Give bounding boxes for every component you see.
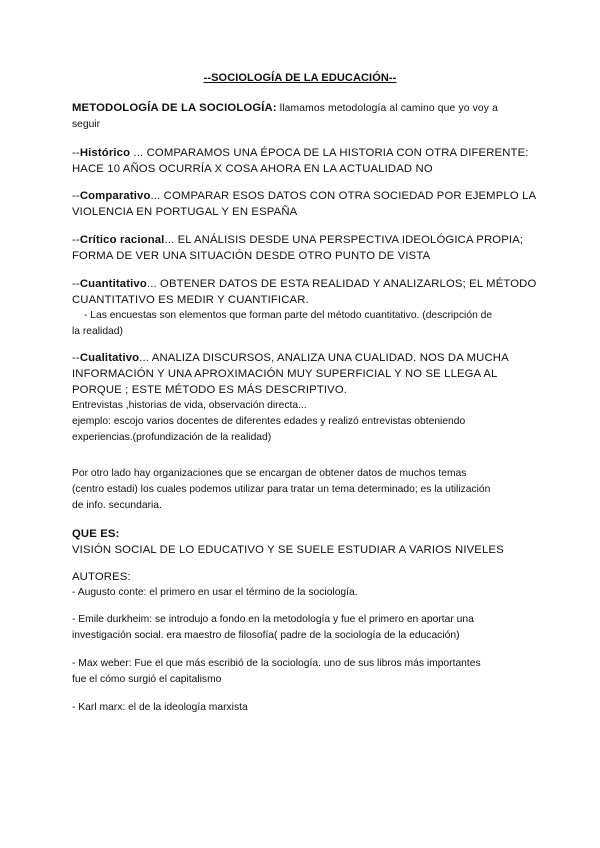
historico-prefix: -- (72, 147, 80, 159)
cuantitativo-label: Cuantitativo (79, 278, 147, 290)
organizaciones-line-2: (centro estadi) los cuales podemos utilizar para tratar un tema determinado; es la utilización (72, 484, 491, 495)
comparativo-label: Comparativo (79, 190, 151, 202)
critico-section (72, 232, 532, 264)
autor-comte: - Augusto conte: el primero en usar el término de la sociología. (72, 587, 358, 598)
durkheim-line-1: - Emile durkheim: se introdujo a fondo en la metodología y fue el primero en aportar una (72, 614, 474, 625)
historico-line-1: ... COMPARAMOS UNA ÉPOCA DE LA HISTORIA CON OTRA DIFERENTE: (130, 147, 529, 159)
cualitativo-section (72, 350, 532, 446)
cuantitativo-prefix: -- (72, 278, 80, 290)
comparativo-line-1: ... COMPARAR ESOS DATOS CON OTRA SOCIEDAD POR EJEMPLO LA (150, 190, 537, 202)
comparativo-prefix: -- (72, 190, 80, 202)
critico-label: Crítico racional (79, 234, 165, 246)
cualitativo-line-1: ... ANALIZA DISCURSOS, ANALIZA UNA CUALIDAD. NOS DA MUCHA (139, 352, 509, 364)
page-title: --SOCIOLOGÍA DE LA EDUCACIÓN-- (203, 72, 397, 84)
metodologia-text-cont: seguir (72, 119, 101, 130)
cuantitativo-line-2: CUANTITATIVO ES MEDIR Y CUANTIFICAR. (72, 294, 309, 306)
cualitativo-label: Cualitativo (79, 352, 140, 364)
marx-line: - Karl marx: el de la ideología marxista (72, 702, 248, 713)
cuantitativo-note-1: - Las encuestas son elementos que forman parte del método cuantitativo. (descripción de (84, 310, 493, 321)
que-es-text: VISIÓN SOCIAL DE LO EDUCATIVO Y SE SUELE ESTUDIAR A VARIOS NIVELES (72, 544, 504, 556)
critico-line-2: FORMA DE VER UNA SITUACIÓN DESDE OTRO PUNTO DE VISTA (72, 250, 431, 262)
organizaciones-paragraph (72, 466, 532, 514)
cuantitativo-line-1: ... OBTENER DATOS DE ESTA REALIDAD Y ANALIZARLOS; EL MÉTODO (146, 278, 537, 290)
organizaciones-line-1: Por otro lado hay organizaciones que se encargan de obtener datos de muchos temas (72, 468, 467, 479)
historico-label: Histórico (79, 147, 131, 159)
durkheim-line-2: investigación social. era maestro de filosofía( padre de la sociología de la educación) (72, 630, 460, 641)
organizaciones-line-3: de info. secundaria. (72, 500, 162, 511)
cualitativo-line-3: PORQUE ; ESTE MÉTODO ES MÁS DESCRIPTIVO. (72, 384, 348, 396)
comparativo-section (72, 188, 537, 220)
autor-marx (72, 700, 532, 716)
critico-prefix: -- (72, 234, 80, 246)
cualitativo-prefix: -- (72, 352, 80, 364)
cuantitativo-note-2: la realidad) (72, 326, 123, 337)
metodologia-label: METODOLOGÍA DE LA SOCIOLOGÍA: (72, 102, 277, 114)
comparativo-line-2: VIOLENCIA EN PORTUGAL Y EN ESPAÑA (72, 206, 298, 218)
autor-durkheim (72, 612, 532, 644)
cualitativo-note-1: Entrevistas ,historias de vida, observación directa... (72, 400, 307, 411)
cualitativo-note-3: experiencias.(profundización de la realidad) (72, 432, 272, 443)
cuantitativo-section (72, 276, 537, 340)
historico-line-2: HACE 10 AÑOS OCURRÍA X COSA AHORA EN LA ACTUALIDAD NO (72, 163, 433, 175)
metodologia-text: llamamos metodología al camino que yo voy a (276, 103, 498, 114)
cualitativo-line-2: INFORMACIÓN Y UNA APROXIMACIÓN MUY SUPERFICIAL Y NO SE LLEGA AL (72, 368, 498, 380)
cualitativo-note-2: ejemplo: escojo varios docentes de diferentes edades y realizó entrevistas obteniendo (72, 416, 466, 427)
weber-line-1: - Max weber: Fue el que más escribió de la sociología. uno de sus libros más importantes (72, 658, 481, 669)
critico-line-1: ... EL ANÁLISIS DESDE UNA PERSPECTIVA IDEOLÓGICA PROPIA; (164, 234, 524, 246)
autores-section (72, 569, 532, 601)
que-es-label: QUE ES: (72, 528, 120, 540)
autores-label: AUTORES: (72, 571, 131, 583)
que-es-section (72, 526, 532, 558)
metodologia-section (72, 100, 532, 133)
historico-section (72, 145, 532, 177)
autor-weber (72, 656, 532, 688)
weber-line-2: fue el cómo surgió el capitalismo (72, 674, 222, 685)
